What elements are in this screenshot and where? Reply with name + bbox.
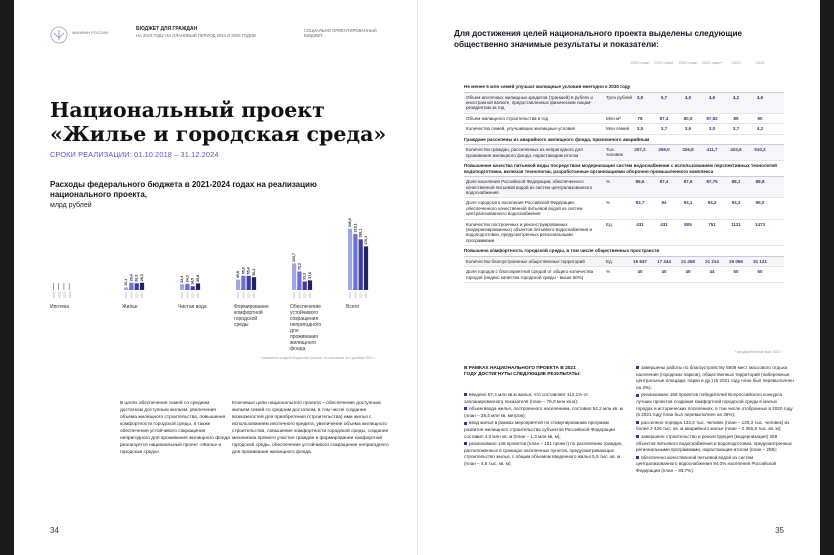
indicator-name: Количество благоустроенных общественных территорий (466, 258, 585, 264)
table-row (464, 177, 784, 198)
empty-bar-0-1 (58, 283, 59, 290)
indicator-value: 88,8 (755, 179, 765, 185)
chart-unit: млрд рублей (50, 202, 92, 209)
indicator-name: Доля городского населения Российской Федерации, обеспеченного качественной питьевой водой из систем централизованного водоснабжения (466, 200, 583, 217)
results-2021-heading: В РАМКАХ НАЦИОНАЛЬНОГО ПРОЕКТА В 2021 ГОДУ ДОСТИГНУТЫ СЛЕДУЮЩИЕ РЕЗУЛЬТАТЫ: (464, 366, 581, 377)
year-header-4: 2023 (731, 60, 741, 65)
year-tick-2-2: 2023 (190, 291, 195, 299)
bar-label-4-3: 37,6 (308, 271, 312, 279)
table-row (464, 220, 784, 247)
bar-label-5-3: 170,3 (364, 235, 368, 245)
result-item (464, 420, 626, 440)
intro-text-column-2: Ключевые цели национального проекта – обеспечение доступным жильем семей со средним достатком, в том числе создание возможностей для приобретения (строительства) ими жилья с использованием ипотечного кредита, увеличение объема жилищного строительства, повышение комфортности городской среды, создание механизма прямого участия граждан в формировании комфортной городской среды, обеспечение устойчивого сокращения непригодного для проживания жилищного фонда. (232, 401, 389, 455)
title-line-1: Национальный проект (50, 98, 325, 122)
bar-2-1 (185, 284, 189, 290)
title-line-2: «Жилье и городская среда» (50, 122, 387, 146)
eagle-emblem-icon (50, 26, 68, 44)
category-label-0-0: Ипотека (50, 304, 70, 310)
indicator-value: 751 (708, 221, 716, 227)
result-item (636, 434, 794, 454)
page-number-left: 34 (50, 526, 59, 535)
category-label-4-0: Обеспечение (290, 304, 322, 310)
indicator-value: 411,7 (706, 147, 718, 153)
bullet-icon (464, 393, 467, 396)
bullet-icon (464, 442, 467, 445)
bar-label-2-1: 24,3 (185, 275, 190, 283)
result-text: ввод жилья в рамках мероприятия по стимулированию программ развития жилищного строительства субъектов Российской Федерации составил 4,0 млн кв. м (план – 1,3 млн кв. м); (464, 420, 615, 439)
indicator-value: 510,2 (754, 147, 766, 153)
indicator-value: 424,6 (730, 147, 742, 153)
bar-1-0 (124, 287, 128, 290)
bar-label-1-1: 28,4 (129, 274, 134, 282)
indicator-value: 40 (661, 269, 667, 275)
indicator-value: 431 (660, 221, 668, 227)
indicator-value: 1473 (754, 221, 765, 227)
bullet-icon (636, 456, 639, 459)
indicator-value: 86,6 (635, 179, 645, 185)
year-tick-0-3: 2024 (68, 291, 72, 299)
indicator-unit: % (606, 179, 611, 185)
bar-1-1 (129, 283, 133, 290)
indicator-unit: Тыс. человек (606, 147, 623, 158)
result-item (636, 420, 794, 433)
indicator-name: Объем жилищного строительства в год (466, 115, 549, 121)
indicator-value: 326,8 (682, 147, 694, 153)
indicator-name: Доля городов с благоприятной средой от общего количества городов (индекс качества городской среды - выше 50%) (466, 269, 594, 280)
indicator-value: 4,2 (756, 126, 764, 132)
bar-label-3-2: 55,4 (246, 267, 251, 275)
bar-label-5-1: 219,1 (353, 223, 358, 233)
result-item (636, 455, 794, 475)
year-tick-1-2: 2023 (134, 291, 139, 299)
indicator-value: 60 (757, 269, 763, 275)
indicator-value: 85 (733, 115, 739, 121)
result-item (464, 406, 626, 419)
indicator-value: 207,2 (634, 147, 646, 153)
indicator-value: 50 (733, 269, 739, 275)
indicator-name: Объем ипотечных жилищных кредитов (траншей) в рублях и иностранной валюте, предоставленных физическим лицам-резидентам за год (466, 94, 593, 111)
indicator-value: 93,7 (635, 200, 645, 206)
year-tick-2-0: 2021 (180, 291, 185, 299)
result-text: объем ввода жилья, построенного населением, составил 54,2 млн кв. м (план – 28,4 млн кв. метров); (464, 406, 623, 418)
indicators-table (464, 60, 784, 283)
indicator-value: 4,6 (756, 94, 764, 100)
page-number-right: 35 (775, 526, 784, 535)
year-header-1: 2021 факт (654, 60, 674, 65)
year-tick-5-1: 2022 (353, 291, 358, 299)
indicator-value: 45 (685, 269, 691, 275)
bar-1-2 (135, 283, 139, 290)
bar-4-2 (303, 281, 307, 290)
table-footnote: * предварительный факт 2022 г. (734, 350, 782, 354)
indicator-value: 805 (684, 221, 692, 227)
year-tick-3-0: 2021 (236, 291, 241, 299)
year-header-0: 2021 план (630, 60, 650, 65)
section-header-0: Не менее 5 млн семей улучшат жилищные условия ежегодно к 2030 году (464, 82, 784, 93)
category-label-2-0: Чистая вода (178, 304, 207, 310)
year-tick-3-1: 2022 (241, 291, 246, 299)
indicator-value: 87,6 (683, 179, 693, 185)
indicator-name: Доля населения Российской Федерации, обеспеченного качественной питьевой водой из систем централизованного водоснабжения (466, 179, 593, 196)
indicator-value: 3,7 (732, 126, 740, 132)
year-tick-2-1: 2022 (185, 291, 190, 299)
section-header-3: Повышена комфортность городской среды, в том числе общественных пространств (464, 246, 784, 257)
bullet-icon (464, 407, 467, 410)
ministry-name: МИНФИН РОССИИ (72, 30, 109, 35)
year-tick-5-3: 2024 (364, 291, 368, 299)
intro-text-column-1: В целях обеспечения семей со средним достатком доступным жильем, увеличения объема жилищного строительства, повышения комфортности городской среды, а также обеспечения устойчивого сокращения непригодного для проживания жилищного фонда реализуется национальный проект «Жилье и городская среда». (120, 401, 230, 455)
indicator-name: Количество построенных и реконструированных (модернизированных) объектов питьевого водоснабжения и водоподготовки, предусмотренных региональными программами (466, 221, 593, 243)
bar-4-0 (292, 263, 296, 290)
year-tick-5-0: 2021 (348, 291, 353, 299)
bar-3-0 (236, 280, 240, 290)
empty-bar-0-3 (69, 283, 70, 290)
category-label-3-1: комфортной (234, 310, 263, 316)
right-page (417, 0, 820, 555)
category-label-4-5: проживания (290, 334, 318, 340)
indicator-value: 40 (637, 269, 643, 275)
result-item (464, 441, 626, 467)
indicator-value: 87,82 (706, 115, 718, 121)
indicator-value: 80,0 (683, 115, 693, 121)
table-row (464, 198, 784, 219)
indicator-value: 3,0 (708, 126, 716, 132)
category-label-4-6: жилищного (290, 340, 316, 346)
indicator-value: 94 (661, 200, 667, 206)
bar-5-3 (364, 246, 368, 290)
page-title (50, 98, 410, 146)
year-tick-4-0: 2021 (292, 291, 297, 299)
indicator-value: 3,7 (660, 126, 668, 132)
indicator-value: 31 121 (753, 258, 767, 264)
bar-label-5-2: 198,1 (358, 228, 363, 238)
bullet-icon (636, 435, 639, 438)
results-column-2 (636, 365, 794, 476)
category-label-4-3: непригодного (290, 322, 322, 328)
year-header-2: 2022 план (678, 60, 698, 65)
year-tick-4-2: 2023 (302, 291, 307, 299)
category-label-5-0: Всего (346, 304, 360, 310)
bar-5-1 (353, 234, 357, 290)
category-label-4-4: для (290, 328, 299, 334)
category-label-4-7: фонда (290, 346, 306, 352)
result-text: реализовано 158 проектов победителей Всероссийского конкурса лучших проектов создания комфортной городской среды в малых городах и исторических поселениях, в том числе отобранных в 2020 году (в 2021 году план был перевыполнен на 36%); (636, 392, 793, 418)
category-label-3-3: среды (234, 322, 249, 328)
document-spread (14, 0, 820, 555)
indicator-value: 4,0 (684, 94, 692, 100)
bullet-icon (636, 394, 639, 397)
result-text: реализовано 148 проектов (план – 151 проект) по расселению граждан, расположенных в границах населенных пунктов, предусматривающих строительство жилья, с общим объемом введенного жилья 5,5 тыс. кв. м (план – 4,8 тыс. кв. м). (464, 441, 623, 466)
category-label-1-0: Жилье (122, 304, 138, 310)
indicator-value: 5,7 (660, 94, 668, 100)
bar-5-2 (359, 239, 363, 290)
indicator-name: Количество семей, улучшивших жилищные условия (466, 126, 576, 132)
indicator-value: 26 066 (729, 258, 743, 264)
bar-2-0 (180, 284, 184, 290)
header-title: БЮДЖЕТ ДЛЯ ГРАЖДАН (136, 26, 198, 32)
indicator-value: 21 458 (681, 258, 695, 264)
bar-3-3 (252, 277, 256, 290)
bar-label-2-0: 22,4 (180, 275, 185, 283)
bar-label-1-3: 28,3 (140, 274, 144, 282)
year-tick-3-3: 2024 (252, 291, 256, 299)
table-row (464, 257, 784, 267)
empty-bar-0-0 (53, 283, 54, 290)
results-heading: Для достижения целей национального проекта выделены следующие общественно значимые результаты и показатели: (454, 29, 743, 49)
year-tick-1-0: 2021 (124, 291, 129, 299)
table-row (464, 114, 784, 124)
years-header (464, 60, 784, 82)
indicator-value: 1121 (731, 221, 741, 227)
indicator-value: 94,3 (731, 200, 741, 206)
bar-label-4-2: 33,3 (302, 272, 307, 280)
project-period: СРОКИ РЕАЛИЗАЦИИ: 01.10.2018 – 31.12.2024 (50, 150, 219, 159)
bar-label-5-0: 240,0 (348, 218, 353, 228)
bullet-icon (464, 422, 467, 425)
indicator-value: 78 (637, 115, 643, 121)
indicator-value: 3,6 (684, 126, 692, 132)
category-label-4-1: устойчивого (290, 310, 319, 316)
indicator-value: 3,9 (636, 94, 644, 100)
indicator-value: 17 344 (657, 258, 671, 264)
category-label-3-0: Формирование (234, 304, 269, 310)
bar-label-3-1: 55,6 (241, 267, 246, 275)
bar-label-1-2: 26,3 (134, 274, 139, 282)
bar-label-2-3: 25,8 (196, 274, 200, 282)
year-tick-0-2: 2023 (62, 291, 67, 299)
bar-2-2 (191, 286, 195, 290)
indicator-value: 4,2 (732, 94, 740, 100)
indicator-value: 87,4 (659, 179, 669, 185)
bar-label-1-0: 10,1 (124, 278, 129, 286)
chart-title: Расходы федерального бюджета в 2021-2024 годах на реализацию национального проекта, (50, 180, 317, 199)
indicator-value: 16 847 (633, 258, 647, 264)
indicator-value: 88,1 (731, 179, 741, 185)
section-header-1: Граждане расселены из аварийного жилищного фонда, признанного аварийным (464, 135, 784, 146)
result-text: расселено порядка 132,6 тыс. человек (план – 130,3 тыс. человек) из более 2 426 тыс. кв. м аварийного жилья (план – 2 355,8 тыс. кв. м); (636, 419, 790, 432)
year-tick-0-0: 2021 (52, 291, 57, 299)
bar-4-1 (297, 272, 301, 290)
indicator-value: 269,0 (658, 147, 670, 153)
bar-label-3-3: 50,2 (252, 268, 256, 276)
indicator-value: 87,4 (659, 115, 669, 121)
year-tick-3-2: 2023 (246, 291, 251, 299)
result-text: завершено строительство и реконструкция (модернизация) 259 объектов питьевого водоснабжения и водоподготовки, предусмотренных региональными программами, нарастающим итогом (план – 259); (636, 433, 792, 453)
header-section: СОЦИАЛЬНО ОРИЕНТИРОВАННЫЙ БЮДЖЕТ (304, 28, 377, 38)
expenses-bar-chart (50, 218, 420, 358)
year-header-5: 2024 (755, 60, 765, 65)
bar-3-2 (247, 276, 251, 290)
indicator-unit: Млн м² (606, 115, 621, 121)
indicator-value: 44 (709, 269, 715, 275)
indicator-value: 94,2 (707, 200, 717, 206)
year-tick-4-1: 2022 (297, 291, 302, 299)
indicator-value: 431 (636, 221, 644, 227)
indicator-name: Количество граждан, расселенных из непригодного для проживания жилищного фонда, нарастающим итогом (466, 147, 583, 158)
bar-label-3-0: 40,8 (236, 271, 241, 279)
year-header-3: 2022 факт* (701, 60, 723, 65)
header-subtitle: НА 2023 ГОДУ НА ПЛАНОВЫЙ ПЕРИОД 2024 И 2025 ГОДОВ (136, 33, 256, 38)
results-column-1 (464, 392, 626, 469)
result-text: обеспечено качественной питьевой водой из систем централизованного водоснабжения 94,0% населения Российской Федерации (план – 93,7%). (636, 454, 777, 473)
bar-4-3 (308, 280, 312, 290)
indicator-unit: Ед. (606, 221, 613, 227)
table-sections (464, 82, 784, 283)
indicator-unit: Трлн рублей (606, 94, 632, 100)
year-tick-1-3: 2024 (140, 291, 144, 299)
indicator-value: 4,6 (708, 94, 716, 100)
bar-2-3 (196, 283, 200, 290)
category-label-3-2: городской (234, 316, 258, 322)
indicator-unit: Млн семей (606, 126, 629, 132)
indicator-value: 3,5 (636, 126, 644, 132)
year-tick-4-3: 2024 (308, 291, 312, 299)
result-text: введено 87,4 млн кв.м жилья, что составляет 112,1% от запланированного показателя (план – 78,0 млн кв.м); (464, 392, 589, 404)
chart-footnote: * показатели сводной бюджетной росписи, по состоянию на 1 декабря 2022 г. (260, 356, 375, 360)
table-row (464, 145, 784, 161)
bar-5-0 (348, 229, 352, 290)
year-tick-1-1: 2022 (129, 291, 134, 299)
result-item (636, 365, 794, 391)
result-text: завершены работы по благоустройству 5509 мест массового отдыха населения (городских парков), общественных территорий (набережные, центральные площади, парки и др.) (в 2021 году план был перевыполнен на 3%); (636, 365, 794, 390)
category-label-4-2: сокращения (290, 316, 319, 322)
year-tick-0-1: 2022 (57, 291, 62, 299)
indicator-unit: Ед. (606, 258, 613, 264)
bar-label-4-1: 72,2 (297, 263, 302, 271)
table-row (464, 267, 784, 283)
bar-label-2-2: 14,5 (190, 277, 195, 285)
table-row (464, 93, 784, 114)
bullet-icon (636, 366, 639, 369)
indicator-value: 90 (757, 115, 763, 121)
section-header-2: Повышение качества питьевой воды посредством модернизации систем водоснабжения с использованием перспективных технологий водоподготовки, включая технологии, разработанные организациями оборонно-промышленного комплекса (464, 161, 784, 177)
indicator-unit: % (606, 269, 611, 275)
bar-1-3 (140, 283, 144, 290)
indicator-unit: % (606, 200, 611, 206)
indicator-value: 21 214 (705, 258, 719, 264)
bar-label-4-0: 103,7 (292, 252, 297, 262)
result-item (464, 392, 626, 405)
year-tick-5-2: 2023 (358, 291, 363, 299)
left-page (14, 0, 417, 555)
table-row (464, 124, 784, 134)
result-item (636, 392, 794, 418)
indicator-value: 87,75 (706, 179, 718, 185)
indicator-value: 94,1 (683, 200, 693, 206)
empty-bar-0-2 (64, 283, 65, 290)
year-tick-2-3: 2024 (196, 291, 200, 299)
bar-3-1 (241, 276, 245, 290)
bullet-icon (636, 421, 639, 424)
indicator-value: 95,0 (755, 200, 765, 206)
